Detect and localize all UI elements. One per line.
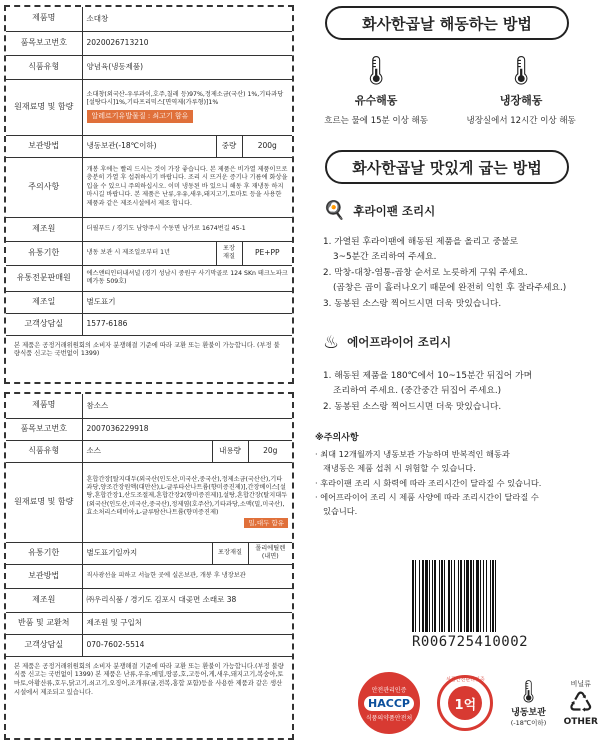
airfryer-step: 2. 동봉된 소스랑 찍어드시면 더욱 맛있습니다. [323,401,502,412]
label2-volume-label: 내용량 [212,440,248,462]
label2-type-value: 소스 [82,440,212,462]
recycle-mark [564,679,598,727]
label2-notice: 본 제품은 공정거래위원회의 소비자 분쟁해결 기준에 따라 교환 또는 환불이 가능합니다.(부정 불량식품 신고는 국번없이 1399) 본 제품은 난류,우유,메밀,땅콩,호,고등어,게,새우,돼지고기,복숭아,토마토,아황산류,호두,닭고기,쇠고기,오징어,조개류(굴,전복,홍합 포함)등을 사용한 제품과 같은 생산시설에서 제조되고 있습니다. [14,662,284,696]
one-seal-ring-text: 식품안전관리인증 [446,677,485,683]
label1-mfgdate-label: 제조일 [6,291,82,313]
label1-distributor-label: 유통전문판매원 [6,265,82,291]
label2-package-label: 포장재질 [212,542,248,564]
product-label-sodaechang [4,5,294,384]
frozen-storage-mark [511,680,547,727]
haccp-main-text: HACCP [364,696,414,711]
label1-contact-label: 고객상담실 [6,313,82,335]
label1-ingredients-value: 소대창(외국산-우루과이,호주,칠레 등)97%,정제소금(국산) 1%,기타과당[설탕다시]1%,기타프리믹스[면역제(가루형)]1% [86,90,284,107]
thaw-methods [305,54,595,126]
label1-expiry-value: 냉동 보관 시 제조일로부터 1년 [82,241,216,265]
pan-step: (곱창은 곱이 흘러나오기 때문에 완전히 익힌 후 잘라주세요.) [333,283,567,294]
thaw-title: 화사한곱날 해동하는 방법 [325,6,569,40]
label1-weight-label: 중량 [216,135,242,157]
label2-allergy-badge: 밀,대두 함유 [244,518,288,529]
airfryer-steps [323,369,595,415]
caution-title: ※주의사항 [315,433,359,444]
thaw-fridge [467,54,576,126]
thermometer-snow-icon: 🌡 [503,54,539,87]
caution-line: · 최대 12개월까지 냉동보관 가능하며 반복적인 해동과 [315,448,510,459]
label2-expiry-value: 별도표기일까지 [82,542,212,564]
recycle-top-text: 비닐류 [570,680,591,688]
caution-line: 있습니다. [323,506,358,517]
haccp-sub-text: 식품의약품안전처 [365,714,413,722]
label1-caution-value: 개봉 후에는 빨리 드시는 것이 가장 좋습니다. 본 제품은 비가열 제품이므로 충분히 가열 후 섭취하시기 바랍니다. 조리 시 뜨거운 증기나 기름에 화상을 입을 수 있으니 주의하십시오. 이미 냉동된 바 있으니 해동 후 재냉동 하지 마시길 바랍니다. 본 제품은 난류,우유,새우,돼지고기,토마토 등을 사용한 제품과 같은 제조시설에서 제조 합니다. [82,157,292,217]
pan-steps [323,235,595,312]
product-label-sauce [4,392,294,740]
label2-maker-label: 제조원 [6,588,82,612]
pan-step: 3~5분간 조리하여 주세요. [333,252,437,263]
pan-section-title: 후라이팬 조리시 [353,203,436,218]
pan-section-heading [323,200,595,221]
cook-title: 화사한곱날 맛있게 굽는 방법 [325,150,569,184]
label1-name-label: 제품명 [6,7,82,31]
label2-contact-value: 070-7602-5514 [82,634,292,656]
airfryer-section-heading [323,332,595,353]
airfryer-step: 1. 해동된 제품을 180℃에서 10~15분간 뒤집어 가며 [323,370,533,381]
thermometer-snow-icon: 🌡 [514,679,543,705]
label1-mfgdate-value: 별도표기 [82,291,292,313]
caution-line: 재냉동은 제품 섭취 시 위험할 수 있습니다. [323,463,476,474]
pan-step: 1. 가열된 후라이팬에 해동된 제품을 올리고 중불로 [323,237,519,247]
caution-line: · 에어프라이어 조리 시 제품 사양에 따라 조리시간이 달라질 수 [315,491,539,502]
recycle-label: OTHER [563,717,598,727]
caution-block [315,431,595,518]
label1-storage-value: 냉동보관(-18℃이하) [82,135,216,157]
thaw-running-water [324,54,428,126]
one-seal-logo [437,675,493,731]
label1-type-value: 양념육(냉동제품) [82,55,292,79]
thaw-fridge-desc: 냉장실에서 12시간 이상 해동 [466,116,576,126]
haccp-top-text: 안전관리인증 [371,686,407,694]
label2-report-label: 품목보고번호 [6,418,82,440]
air-fryer-icon: ♨ [323,331,340,353]
haccp-logo [358,672,420,734]
label2-storage-value: 직사광선을 피하고 서늘한 곳에 실온보관, 개봉 후 냉장보관 [82,564,292,588]
label2-ingredients-label: 원재료명 및 함량 [6,462,82,542]
frozen-sub: (-18℃이하) [510,718,547,727]
label2-contact-label: 고객상담실 [6,634,82,656]
label2-table [6,394,292,657]
recycle-icon: ♺ [568,686,594,719]
frozen-label: 냉동보관 [511,707,546,718]
label1-maker-label: 제조원 [6,217,82,241]
label1-maker-value: 더필푸드 / 경기도 남양주시 수동면 남가로 1674번길 45-1 [82,217,292,241]
label2-ingredients-value: 혼합간장[탈지대두(외국산(인도산,미국산,중국산),정제소금(국산산),기타과당,양조간장원액(대만산),L-글루타산나트륨(향미증진제)],간장베이스[설탕,혼합간장1,산도조절제,혼합간장2(향미증진제)],설탕,혼합간장(탈지대두(외국산(인도산,미국산,중국산),정제염(호주산),기타과당,소맥(밀,미국산),효소처리스테비아,L-글루탐산나트륨(향미증진제) [86,475,288,517]
label1-table [6,7,292,336]
thaw-running-water-title: 유수해동 [354,94,398,107]
certification-marks [358,668,598,738]
label2-report-value: 2007036229918 [82,418,292,440]
label2-maker-value: ㈜우리식품 / 경기도 김포시 대곶면 소래로 38 [82,588,292,612]
label1-contact-value: 1577-6186 [82,313,292,335]
label2-name-value: 참소스 [82,394,292,418]
label1-type-label: 식품유형 [6,55,82,79]
label1-storage-label: 보관방법 [6,135,82,157]
label2-return-value: 제조원 및 구입처 [82,612,292,634]
label2-type-label: 식품유형 [6,440,82,462]
label1-expiry-label: 유통기한 [6,241,82,265]
label1-package-label: 포장재질 [216,241,242,265]
caution-line: · 후라이팬 조리 시 화력에 따라 조리시간이 달라질 수 있습니다. [315,477,542,488]
label2-package-value: 폴리에틸렌(내면) [248,542,292,564]
label1-name-value: 소대창 [82,7,292,31]
one-seal-text: 1억 [448,686,482,720]
label1-report-label: 품목보고번호 [6,31,82,55]
frying-pan-icon: 🍳 [323,200,346,221]
label1-report-value: 2020026713210 [82,31,292,55]
label2-volume-value: 20g [248,440,292,462]
label1-distributor-value: 에스앤티인터내셔널 (경기 성남시 중원구 사기막골로 124 SKn 테크노파크 메가동 509호) [82,265,292,291]
label1-notice: 본 제품은 공정거래위원회의 소비자 분쟁해결 기준에 따라 교환 또는 환불이 가능합니다. (부정 불량식품 신고는 국번없이 1399) [14,341,280,358]
pan-step: 2. 막창-대창-염통-곱창 순서로 노릇하게 구워 주세요. [323,267,528,278]
label2-expiry-label: 유통기한 [6,542,82,564]
barcode [412,560,596,656]
thaw-running-water-desc: 흐르는 물에 15분 이상 해동 [324,116,428,126]
label1-allergy-badge: 알레르기유발물질 : 쇠고기 함유 [87,110,194,123]
label1-ingredients-label: 원재료명 및 함량 [6,79,82,135]
label1-caution-label: 주의사항 [6,157,82,217]
barcode-bars [412,560,596,632]
barcode-number: R006725410002 [412,634,529,650]
label2-storage-label: 보관방법 [6,564,82,588]
label2-return-label: 반품 및 교환처 [6,612,82,634]
label2-name-label: 제품명 [6,394,82,418]
airfryer-section-title: 에어프라이어 조리시 [347,335,452,350]
thaw-fridge-title: 냉장해동 [499,94,543,107]
label1-package-value: PE+PP [242,241,292,265]
instructions-column [305,6,595,519]
pan-step: 3. 동봉된 소스랑 찍어드시면 더욱 맛있습니다. [323,298,502,309]
thermometer-icon: 🌡 [358,54,394,87]
airfryer-step: 조리하여 주세요. (중간중간 뒤집어 주세요.) [333,386,502,397]
label1-weight-value: 200g [242,135,292,157]
